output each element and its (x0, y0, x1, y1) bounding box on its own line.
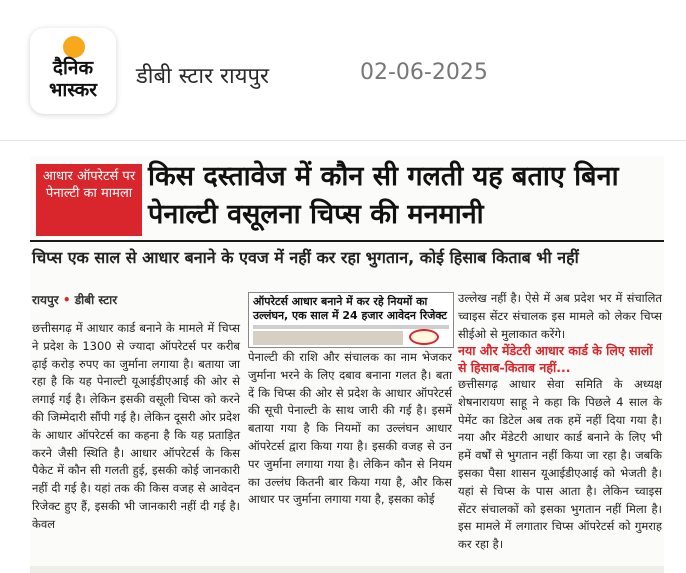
byline-place: रायपुर (32, 293, 59, 307)
article-column-3-bottom: छत्तीसगढ़ आधार सेवा समिति के अध्यक्ष शेषनारायण साहू ने कहा कि पिछले 4 साल के पेमेंट का डिटेल अब तक हमें नहीं दिया गया है। नया और मेंडेटरी आधार कार्ड बनाने के लिए भी हमें वर्षों से भुगतान नहीं किया जा रहा है। जबकि इसका पैसा शासन यूआईडीएआई को भेजती है। यहां से चिप्स के पास आता है। लेकिन च्वाइस सेंटर संचालकों को इसका भुगतान नहीं मिला है। इस मामले में लगातार चिप्स ऑपरेटर्स को गुमराह कर रहा है। (458, 377, 662, 552)
edition-name: डीबी स्टार रायपुर (136, 64, 270, 89)
app-header (0, 0, 686, 140)
article-column-1: छत्तीसगढ़ में आधार कार्ड बनाने के मामले में चिप्स ने प्रदेश के 1300 से ज्यादा ऑपरेटर्स पर करीब ढ़ाई करोड़ रुपए का जुर्माना लगाया है। बताया जा रहा है कि यह पेनाल्टी यूआईडीएआई की ओर से लगाई गई है। लेकिन इसकी वसूली चिप्स को करने की जिम्मेदारी सौंपी गई है। लेकिन दूसरी ओर प्रदेश के आधार ऑपरेटर्स का कहना है कि यह प्रताड़ित करने जैसी स्थिति है। आधार ऑपरेटर्स के किस पैकेट में कौन सी गलती हुई, इसकी कोई जानकारी नहीं दी गई है। यहां तक की किस वजह से आवेदन रिजेक्ट हुए हैं, इसकी भी जानकारी नहीं दी गई है। केवल (32, 321, 240, 531)
logo-line-2: भास्कर (48, 79, 98, 101)
article-headline: किस दस्तावेज में कौन सी गलती यह बताए बिना पेनाल्टी वसूलना चिप्स की मनमानी (148, 161, 619, 230)
byline-dot: • (62, 293, 75, 307)
byline-source: डीबी स्टार (74, 293, 118, 307)
header-divider (0, 140, 686, 141)
crosshead: नया और मेंडेटरी आधार कार्ड के लिए सालों से हिसाब-किताब नहीं... (458, 343, 653, 375)
logo-line-1: दैनिक (52, 57, 94, 79)
publish-date: 02-06-2025 (360, 60, 488, 85)
inset-headline-line-2: उल्लंघन, एक साल में 24 हजार आवेदन रिजेक्ट (253, 309, 447, 322)
byline (32, 291, 117, 308)
article-subhead: चिप्स एक साल से आधार बनाने के एवज में नहीं कर रहा भुगतान, कोई हिसाब किताब भी नहीं (32, 248, 579, 267)
aadhaar-logo-icon (409, 329, 439, 345)
inset-photo (253, 331, 403, 345)
headline-rule (30, 240, 664, 242)
sun-icon (63, 36, 85, 58)
article-column-3-top: उल्लेख नहीं है। ऐसे में अब प्रदेश भर में संचालित च्वाइस सेंटर संचालक इस मामले को लेकर चिप्स सीईओ से मुलाकात करेंगे। (458, 291, 662, 341)
inset-headline-line-1: ऑपरेटर्स आधार बनाने में कर रहे नियमों का (253, 295, 428, 308)
topic-badge: आधार ऑपरेटर्स पर पेनाल्टी का मामला (36, 164, 142, 236)
inset-clipping (248, 292, 454, 348)
article-column-2: पेनाल्टी की राशि और संचालक का नाम भेजकर जुर्माना भरने के लिए दबाव बनाना गलत है। बता दें कि चिप्स की ओर से प्रदेश के आधार ऑपरेटर्स की सूची पेनाल्टी के साथ जारी की गई है। इसमें बताया गया है कि नियमों का उल्लंघन आधार ऑपरेटर्स द्वारा किया गया है। इसकी वजह से उन पर जुर्माना लगाया गया है। लेकिन कौन से नियम का उल्लंघ कितनी बार किया गया है, और किस आधार पर जुर्माना लगाया गया है, इसका कोई (248, 350, 452, 507)
dainik-bhaskar-logo[interactable] (30, 28, 116, 114)
clipping-bottom-edge (30, 566, 664, 573)
